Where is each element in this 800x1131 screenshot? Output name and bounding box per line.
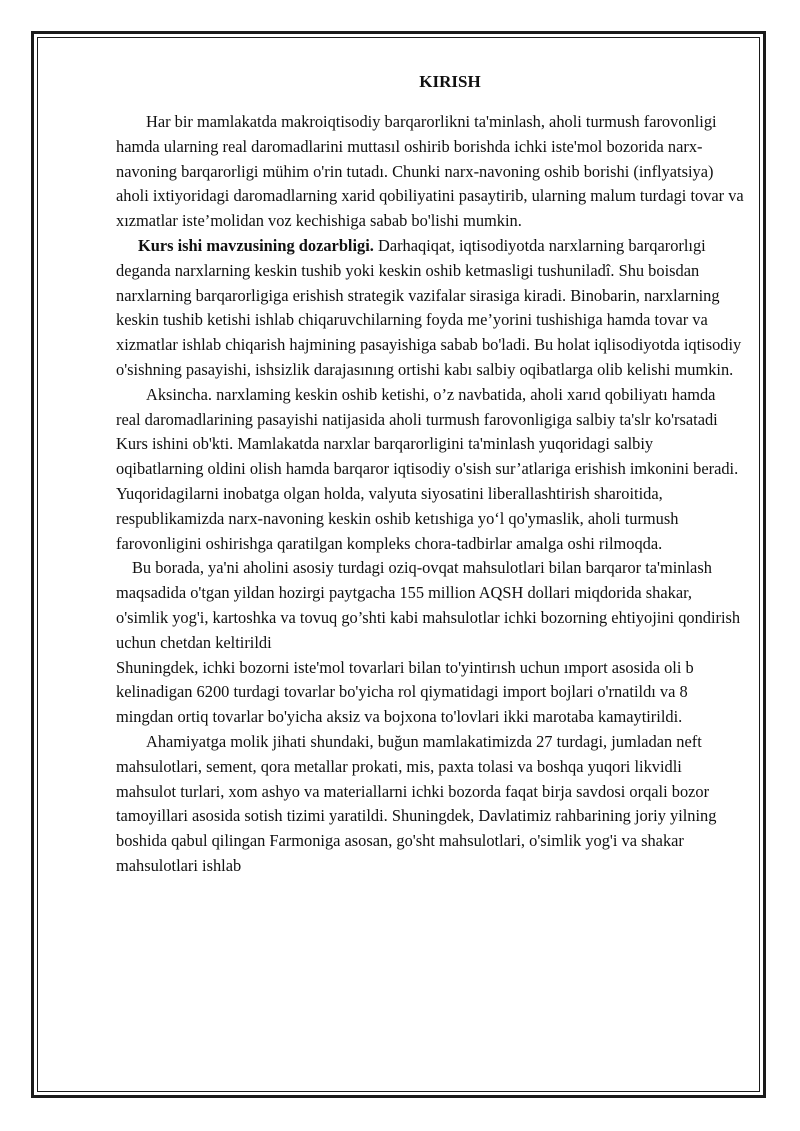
page-title: KIRISH [419, 72, 481, 91]
paragraph-contrary: Aksincha. narxlaming keskin oshib ketishi, o’z navbatida, aholi xarıd qobiliyatı hamda real daromadlarining pasayishi natijasida aholi turmush farovonligiga salbiy ta'slr ko'rsatadi Kurs ishini ob'kti. Mamlakatda narxlar barqarorligini ta'minlash yuqoridagi salbiy oqibatlarning oldini olish hamda barqaror iqtisodiy o'sish sur’atlariga erishish imkonini beradi. Yuqoridagilarni inobatga olgan holda, valyuta siyosatini liberallashtirish sharoitida, respublikamizda narx-navoning keskin oshib ketıshiga yo‘l qo'ymaslik, aholi turmush farovonligini oshirishga qaratilgan kompleks chora-tadbirlar amalga oshi rilmoqda. [116, 384, 739, 553]
paragraph-intro: Har bir mamlakatda makroiqtisodiy barqarorlikni ta'minlash, aholi turmush farovonligi hamda ularning real daromadlarini muttasıl oshirib borishda ichki iste'mol bozorida narx-navoning barqarorligi mühim o'rin tutadı. Chunki narx-navoning oshib borishi (inflyatsiya) aholi ixtiyoridagi daromadlarning xarid qobiliyatini pasaytirib, ularning malum turdagi tovar va xızmatlar iste’molidan voz kechishiga sabab bo'lishi mumkin. [116, 112, 744, 231]
relevance-heading: Kurs ishi mavzusining dozarbligi. [138, 235, 374, 255]
paragraph-relevance [116, 234, 744, 383]
document-body [116, 72, 744, 879]
paragraph-tariffs: Shuningdek, ichki bozorni iste'mol tovarlari bilan to'yintirısh uchun ımport asosida oli b kelinadigan 6200 turdagi tovarlar bo'yicha rol qiymatidagi import bojlari o'rnatildı va 8 mingdan ortiq tovarlar bo'yicha aksiz va bojxona to'lovlari ikki marotaba kamaytirildi. [116, 657, 694, 727]
relevance-text: Darhaqiqat, iqtisodiyotda narxlarning barqarorlıgi deganda narxlarning keskin tushib yoki keskin oshib ketmasligi tushuniladî. Shu boisdan narxlarning barqarorligiga erishish strategik vazifalar sirasiga kiradi. Binobarin, narxlarning keskin tushib ketishi ishlab chiqaruvchilarning foyda me’yorini tushishiga hamda tovar va xizmatlar ishlab chiqarish hajmining pasayishiga sabab bo'ladi. Bu holat iqlisodiyotda iqtisodiy o'sishning pasayishi, ishsizlik darajasınıng ortishi kabı salbiy oqibatlarga olib kelishi mumkin. [116, 235, 742, 379]
paragraph-imports: Bu borada, ya'ni aholini asosiy turdagi oziq-ovqat mahsulotlari bilan barqaror ta'minlash maqsadida o'tgan yildan hozirgi paytgacha 155 million AQSH dollari miqdorida shakar, o'simlik yog'i, kartoshka va tovuq go’shti kabi mahsulotlar ichki bozorning ehtiyojini qondirish uchun chetdan keltirildi [116, 558, 741, 652]
paragraph-exchange: Ahamiyatga molik jihati shundaki, buğun mamlakatimizda 27 turdagi, jumladan neft mahsulotlari, sement, qora metallar prokati, mis, paxta tolasi va boshqa yuqori likvidli mahsulot turlari, xom ashyo va materiallarni ichki bozorda faqat birja savdosi orqali bozor tamoyillari asosida sotish tizimi yaratildi. Shuningdek, Davlatimiz rahbarining joriy yilning boshida qabul qilingan Farmoniga asosan, go'sht mahsulotlari, o'simlik yog'i va shakar mahsulotlari ishlab [116, 731, 717, 875]
